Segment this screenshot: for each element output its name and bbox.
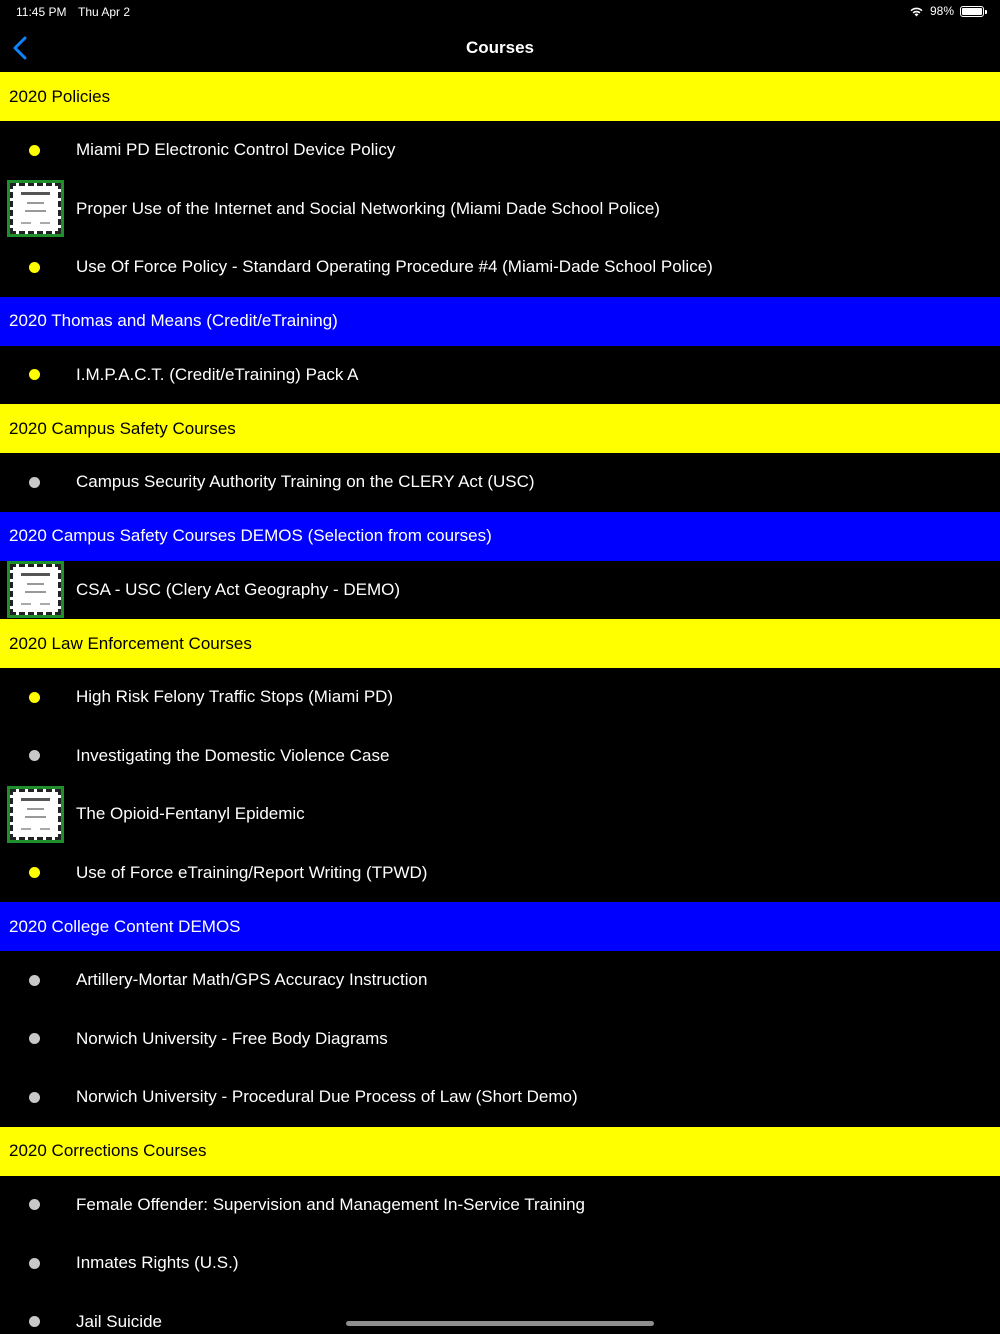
section-header: 2020 Thomas and Means (Credit/eTraining) bbox=[0, 297, 1000, 346]
status-dot-gray-icon bbox=[29, 1258, 40, 1269]
list-item-label: Female Offender: Supervision and Management In-Service Training bbox=[76, 1194, 586, 1214]
status-dot-gray-icon bbox=[29, 975, 40, 986]
status-dot-gray-icon bbox=[29, 1316, 40, 1327]
list-item-label: Miami PD Electronic Control Device Policy bbox=[76, 140, 396, 160]
item-marker bbox=[0, 1068, 76, 1126]
status-dot-yellow-icon bbox=[29, 867, 40, 878]
list-item-label: Investigating the Domestic Violence Case bbox=[76, 745, 390, 765]
status-dot-gray-icon bbox=[29, 1033, 40, 1044]
item-marker bbox=[0, 785, 76, 843]
section-header: 2020 Campus Safety Courses DEMOS (Selection from courses) bbox=[0, 512, 1000, 561]
status-dot-yellow-icon bbox=[29, 369, 40, 380]
item-marker bbox=[0, 453, 76, 511]
item-marker bbox=[0, 1010, 76, 1068]
list-item[interactable] bbox=[0, 238, 1000, 297]
page-title: Courses bbox=[465, 38, 535, 57]
section-header: 2020 Policies bbox=[0, 72, 1000, 121]
item-marker bbox=[0, 1234, 76, 1292]
list-item-label: Campus Security Authority Training on the CLERY Act (USC) bbox=[76, 472, 535, 492]
section-header: 2020 College Content DEMOS bbox=[0, 902, 1000, 951]
list-item-label: Artillery-Mortar Math/GPS Accuracy Instruction bbox=[76, 970, 428, 990]
status-right bbox=[909, 4, 984, 18]
list-item[interactable] bbox=[0, 844, 1000, 903]
status-dot-gray-icon bbox=[29, 750, 40, 761]
status-dot-gray-icon bbox=[29, 1092, 40, 1103]
item-marker bbox=[0, 727, 76, 785]
list-item-label: CSA - USC (Clery Act Geography - DEMO) bbox=[76, 579, 401, 599]
list-item-label: The Opioid-Fentanyl Epidemic bbox=[76, 804, 305, 824]
item-marker bbox=[0, 1176, 76, 1234]
status-time: 11:45 PM bbox=[16, 5, 67, 19]
list-item-label: High Risk Felony Traffic Stops (Miami PD) bbox=[76, 687, 394, 707]
list-item[interactable] bbox=[0, 727, 1000, 786]
list-item[interactable] bbox=[0, 561, 1000, 620]
list-item[interactable] bbox=[0, 1293, 1000, 1334]
item-marker bbox=[0, 238, 76, 296]
nav-bar bbox=[0, 24, 1000, 72]
item-marker bbox=[0, 668, 76, 726]
list-item-label: Norwich University - Free Body Diagrams bbox=[76, 1028, 388, 1048]
item-marker bbox=[0, 1293, 76, 1334]
course-list[interactable] bbox=[0, 72, 1000, 1334]
status-bar bbox=[0, 0, 1000, 24]
status-dot-gray-icon bbox=[29, 477, 40, 488]
list-item-label: Use of Force eTraining/Report Writing (TPWD) bbox=[76, 862, 428, 882]
battery-percent: 98% bbox=[929, 4, 954, 18]
home-indicator[interactable] bbox=[346, 1321, 654, 1326]
list-item-label: Use Of Force Policy - Standard Operating Procedure #4 (Miami-Dade School Police) bbox=[76, 257, 713, 277]
list-item-label: Proper Use of the Internet and Social Networking (Miami Dade School Police) bbox=[76, 198, 660, 218]
list-item[interactable] bbox=[0, 346, 1000, 405]
status-dot-yellow-icon bbox=[29, 692, 40, 703]
battery-fill bbox=[962, 8, 982, 15]
item-marker bbox=[0, 121, 76, 179]
status-dot-yellow-icon bbox=[29, 262, 40, 273]
list-item[interactable] bbox=[0, 1068, 1000, 1127]
list-item[interactable] bbox=[0, 785, 1000, 844]
list-item[interactable] bbox=[0, 180, 1000, 239]
certificate-icon bbox=[7, 561, 64, 618]
certificate-icon bbox=[7, 786, 64, 843]
list-item[interactable] bbox=[0, 1176, 1000, 1235]
certificate-icon bbox=[7, 180, 64, 237]
list-item[interactable] bbox=[0, 951, 1000, 1010]
section-header: 2020 Campus Safety Courses bbox=[0, 404, 1000, 453]
list-item-label: Norwich University - Procedural Due Process of Law (Short Demo) bbox=[76, 1087, 578, 1107]
battery-icon bbox=[960, 6, 984, 17]
list-item-label: Jail Suicide bbox=[76, 1311, 162, 1331]
status-date: Thu Apr 2 bbox=[78, 5, 131, 19]
status-dot-gray-icon bbox=[29, 1199, 40, 1210]
list-item-label: Inmates Rights (U.S.) bbox=[76, 1253, 239, 1273]
list-item[interactable] bbox=[0, 1010, 1000, 1069]
item-marker bbox=[0, 561, 76, 619]
section-header: 2020 Corrections Courses bbox=[0, 1127, 1000, 1176]
list-item[interactable] bbox=[0, 121, 1000, 180]
list-item[interactable] bbox=[0, 668, 1000, 727]
list-item[interactable] bbox=[0, 453, 1000, 512]
list-item-label: I.M.P.A.C.T. (Credit/eTraining) Pack A bbox=[76, 364, 359, 384]
section-header: 2020 Law Enforcement Courses bbox=[0, 619, 1000, 668]
wifi-icon bbox=[909, 6, 924, 17]
item-marker bbox=[0, 951, 76, 1009]
item-marker bbox=[0, 180, 76, 238]
list-item[interactable] bbox=[0, 1234, 1000, 1293]
status-dot-yellow-icon bbox=[29, 145, 40, 156]
item-marker bbox=[0, 346, 76, 404]
item-marker bbox=[0, 844, 76, 902]
